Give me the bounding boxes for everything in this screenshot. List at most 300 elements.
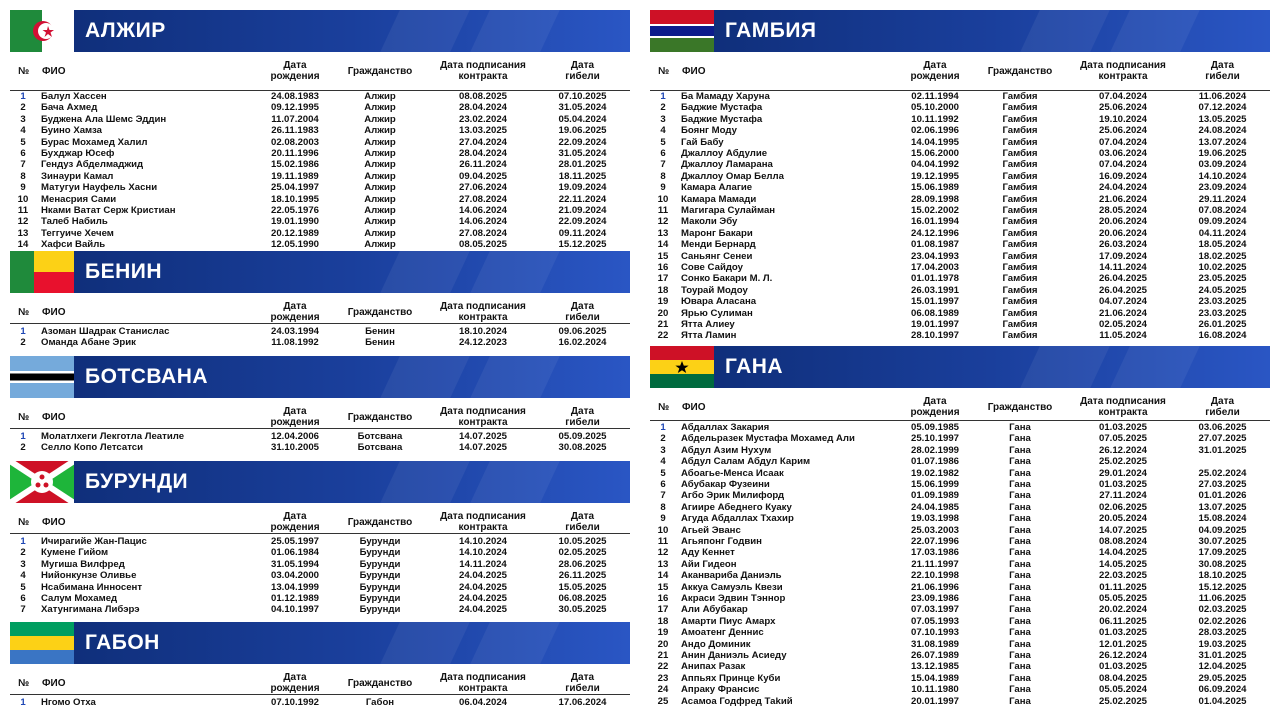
row-birth-date: 03.04.2000 [270,570,319,582]
row-name: Ювара Аласана [681,296,757,308]
table-row [650,125,1270,136]
row-contract-date: 02.06.2025 [1098,501,1147,513]
row-name: Боянг Моду [681,125,737,137]
row-death-date: 28.06.2025 [558,558,607,570]
table-row [650,684,1270,695]
row-birth-date: 19.11.1989 [271,170,319,182]
table-row [650,296,1270,307]
row-citizenship: Гамбия [1002,284,1038,296]
row-number: 5 [20,136,26,148]
row-number: 9 [660,182,666,194]
row-contract-date: 21.06.2024 [1098,193,1147,205]
row-name: Абоагье-Менса Исаак [681,467,784,479]
row-contract-date: 20.06.2024 [1098,227,1147,239]
header-birth-date: Дата рождения [270,301,320,323]
table-row [650,650,1270,661]
row-death-date: 19.03.2025 [1198,638,1247,650]
row-death-date: 22.09.2024 [558,216,607,228]
row-number: 7 [20,604,26,616]
row-number: 21 [657,319,669,330]
row-birth-date: 24.04.1985 [910,501,959,513]
row-contract-date: 26.04.2025 [1098,273,1147,285]
row-citizenship: Гана [1009,638,1031,650]
gabon-flag-icon [10,622,74,664]
row-contract-date: 05.05.2025 [1098,593,1147,604]
row-citizenship: Гана [1009,695,1031,707]
row-birth-date: 11.07.2004 [271,113,319,125]
header-contract-date: Дата подписания контракта [440,511,526,533]
row-death-date: 19.06.2025 [558,125,607,137]
row-citizenship: Алжир [364,136,396,148]
row-number: 24 [657,684,669,696]
row-contract-date: 29.01.2024 [1098,467,1147,479]
row-death-date: 02.03.2025 [1198,604,1247,616]
row-name: Ярью Сулиман [681,307,753,319]
table-row [10,171,630,182]
row-citizenship: Гамбия [1002,330,1038,342]
row-contract-date: 14.05.2025 [1098,558,1147,570]
table-row [650,182,1270,193]
row-birth-date: 19.03.1998 [910,513,959,525]
table-row [650,216,1270,227]
row-number: 22 [657,661,669,673]
row-name: Айи Гидеон [681,558,737,570]
row-birth-date: 25.04.1997 [270,182,319,194]
table-row [650,616,1270,627]
row-name: Анипах Разак [681,661,746,673]
row-death-date: 19.06.2025 [1198,148,1247,159]
row-death-date: 14.10.2024 [1198,170,1247,182]
header-death-date: Дата гибели [565,672,600,694]
row-death-date: 01.04.2025 [1198,695,1247,707]
header-divider [10,323,630,324]
row-citizenship: Гамбия [1002,136,1038,148]
row-contract-date: 21.06.2024 [1098,307,1147,319]
row-citizenship: Гана [1009,467,1031,479]
row-contract-date: 01.03.2025 [1098,479,1147,490]
row-birth-date: 16.01.1994 [910,216,959,228]
header-citizenship: Гражданство [347,66,413,77]
row-number: 10 [657,193,669,205]
row-number: 1 [20,536,26,547]
row-name: Молатлхеги Лекготла Леатиле [41,431,185,442]
table-row [650,639,1270,650]
row-birth-date: 10.11.1980 [911,684,959,696]
row-name: Абубакар Фузеини [681,479,770,490]
row-number: 17 [657,604,669,616]
table-row [650,251,1270,262]
row-birth-date: 26.07.1989 [910,650,959,661]
row-citizenship: Алжир [364,159,396,171]
row-contract-date: 14.07.2025 [458,431,507,442]
row-citizenship: Гана [1009,661,1031,673]
row-death-date: 30.05.2025 [558,604,607,616]
row-birth-date: 19.12.1995 [910,170,959,182]
row-number: 15 [657,250,669,262]
row-death-date: 21.09.2024 [558,205,607,216]
row-citizenship: Гамбия [1002,262,1038,273]
table-row [650,547,1270,558]
row-death-date: 06.09.2024 [1198,684,1247,696]
row-name: Баджие Мустафа [681,113,763,125]
row-contract-date: 27.06.2024 [458,182,507,194]
row-number: 4 [20,570,26,582]
row-citizenship: Бенин [365,326,395,337]
row-number: 8 [20,170,26,182]
row-contract-date: 23.02.2024 [458,113,507,125]
table-header [10,56,630,88]
row-death-date: 18.10.2025 [1198,570,1247,582]
row-number: 9 [20,182,26,194]
row-death-date: 18.11.2025 [558,170,607,182]
row-citizenship: Бурунди [359,604,401,616]
table-row [650,582,1270,593]
row-death-date: 01.01.2026 [1198,490,1247,502]
row-name: Саньянг Сенеи [681,250,753,262]
row-citizenship: Гамбия [1002,159,1038,171]
row-citizenship: Гамбия [1002,296,1038,308]
row-contract-date: 24.04.2025 [458,581,507,593]
row-citizenship: Бенин [365,337,395,349]
header-citizenship: Гражданство [347,307,413,318]
botswana-flag-icon [10,356,74,398]
row-birth-date: 12.04.2006 [270,431,319,442]
row-contract-date: 28.05.2024 [1098,205,1147,216]
row-death-date: 23.09.2024 [1198,182,1247,194]
row-death-date: 24.08.2024 [1198,125,1247,137]
row-name: Бача Ахмед [41,102,98,114]
row-contract-date: 26.11.2024 [459,159,507,171]
row-number: 25 [657,695,669,707]
row-name: Бурас Мохамед Халил [41,136,148,148]
row-name: Гендуз Абделмаджид [41,159,144,171]
row-citizenship: Алжир [364,182,396,194]
table-row [10,570,630,581]
row-contract-date: 24.04.2025 [458,604,507,616]
row-birth-date: 24.12.1996 [910,227,959,239]
row-name: Ичирагийе Жан-Пацис [41,536,147,547]
row-number: 19 [657,296,669,308]
row-name: Селло Копо Летсатси [41,442,143,454]
header-birth-date: Дата рождения [270,511,320,533]
row-birth-date: 21.06.1996 [910,581,959,593]
row-number: 18 [657,284,669,296]
row-birth-date: 15.06.1999 [910,479,959,490]
row-contract-date: 14.06.2024 [458,205,507,216]
table-row [650,148,1270,159]
ghana-flag-icon [650,346,714,388]
table-row [650,559,1270,570]
row-death-date: 05.09.2025 [558,431,607,442]
row-citizenship: Гамбия [1002,250,1038,262]
row-number: 14 [657,239,669,251]
table-row [650,330,1270,341]
row-death-date: 18.02.2025 [1198,250,1247,262]
row-name: Джаллоу Ламарана [681,159,773,171]
row-birth-date: 15.06.2000 [910,148,959,159]
row-number: 22 [657,330,669,342]
row-death-date: 30.07.2025 [1198,536,1247,547]
row-death-date: 03.09.2024 [1198,159,1247,171]
row-citizenship: Гана [1009,684,1031,696]
row-death-date: 30.08.2025 [558,442,607,454]
row-number: 1 [20,91,26,102]
row-number: 9 [660,513,666,525]
country-banner [10,356,630,398]
header-death-date: Дата гибели [1205,60,1240,82]
row-name: Агьей Эванс [681,524,741,536]
row-birth-date: 07.10.1992 [270,697,319,708]
row-citizenship: Гамбия [1002,113,1038,125]
header-name: ФИО [42,412,66,423]
row-citizenship: Гана [1009,524,1031,536]
row-name: Азоман Шадрак Станислас [41,326,170,337]
row-name: Ятта Ламин [681,330,737,342]
row-death-date: 06.08.2025 [558,593,607,604]
header-birth-date: Дата рождения [910,60,960,82]
country-title: БОТСВАНА [85,365,209,388]
row-name: Буино Хамза [41,125,103,137]
header-birth-date: Дата рождения [270,60,320,82]
row-number: 1 [660,91,666,102]
row-citizenship: Гана [1009,558,1031,570]
row-birth-date: 13.12.1985 [910,661,959,673]
header-number: № [18,517,30,528]
row-death-date: 22.09.2024 [558,136,607,148]
row-citizenship: Гамбия [1002,148,1038,159]
header-name: ФИО [682,402,706,413]
table-row [10,593,630,604]
row-contract-date: 07.04.2024 [1098,136,1147,148]
row-birth-date: 19.01.1990 [270,216,319,228]
row-number: 3 [660,444,666,456]
row-name: Анин Даниэль Асиеду [681,650,787,661]
header-contract-date: Дата подписания контракта [440,301,526,323]
row-birth-date: 01.08.1987 [910,239,959,251]
row-name: Абдул Азим Нухум [681,444,772,456]
row-name: Амоатенг Деннис [681,627,764,639]
table-row [10,337,630,348]
table-row [650,308,1270,319]
table-row [650,91,1270,102]
row-number: 12 [657,547,669,559]
row-contract-date: 14.10.2024 [458,536,507,547]
country-banner [10,622,630,664]
row-contract-date: 01.03.2025 [1098,422,1147,433]
row-birth-date: 07.05.1993 [910,615,959,627]
row-name: Хатунгимана Либэрэ [41,604,140,616]
row-birth-date: 07.10.1993 [910,627,959,639]
row-birth-date: 15.04.1989 [910,672,959,684]
row-birth-date: 04.10.1997 [270,604,319,616]
table-row [650,525,1270,536]
row-name: Агьяпонг Годвин [681,536,762,547]
row-number: 16 [657,262,669,273]
row-name: Камара Алагие [681,182,753,194]
row-contract-date: 24.04.2024 [1098,182,1147,194]
row-citizenship: Алжир [364,148,396,159]
country-banner [650,346,1270,388]
table-row [650,422,1270,433]
table-row [10,697,630,708]
row-name: Аппьях Принце Куби [681,672,781,684]
row-number: 8 [660,170,666,182]
table-row [10,582,630,593]
row-name: Нками Ватат Серж Кристиан [41,205,176,216]
row-death-date: 26.01.2025 [1198,319,1247,330]
row-number: 6 [20,593,26,604]
row-citizenship: Гана [1009,593,1031,604]
row-number: 5 [660,136,666,148]
table-row [10,205,630,216]
row-contract-date: 01.11.2025 [1099,581,1147,593]
row-number: 3 [660,113,666,125]
row-name: Балул Хассен [41,91,107,102]
row-citizenship: Алжир [364,102,396,114]
row-death-date: 24.05.2025 [1198,284,1247,296]
row-name: Мугиша Вилфред [41,558,125,570]
row-contract-date: 02.05.2024 [1098,319,1147,330]
row-birth-date: 11.08.1992 [271,337,319,349]
row-number: 1 [20,431,26,442]
header-contract-date: Дата подписания контракта [1080,396,1166,418]
row-birth-date: 21.11.1997 [911,558,959,570]
row-death-date: 30.08.2025 [1198,558,1247,570]
row-number: 11 [657,205,669,216]
row-name: Менасрия Сами [41,193,117,205]
row-citizenship: Гамбия [1002,170,1038,182]
table-row [650,137,1270,148]
table-header [10,402,630,434]
row-death-date: 13.05.2025 [1198,113,1247,125]
table-header [650,56,1270,88]
table-row [650,456,1270,467]
row-contract-date: 07.04.2024 [1098,91,1147,102]
row-death-date: 15.12.2025 [1198,581,1247,593]
table-row [650,159,1270,170]
row-death-date: 02.05.2025 [558,547,607,559]
row-name: Тоурай Модоу [681,284,748,296]
row-contract-date: 06.04.2024 [458,697,507,708]
row-death-date: 27.07.2025 [1198,433,1247,445]
table-row [10,326,630,337]
row-number: 15 [657,581,669,593]
row-birth-date: 26.03.1991 [910,284,959,296]
table-row [650,102,1270,113]
row-death-date: 15.12.2025 [558,239,607,251]
row-number: 1 [20,326,26,337]
row-contract-date: 14.06.2024 [458,216,507,228]
row-death-date: 12.04.2025 [1198,661,1247,673]
row-birth-date: 28.02.1999 [910,444,959,456]
header-death-date: Дата гибели [565,60,600,82]
row-contract-date: 20.05.2024 [1098,513,1147,525]
row-number: 20 [657,307,669,319]
header-number: № [18,412,30,423]
row-citizenship: Гана [1009,479,1031,490]
row-death-date: 03.06.2025 [1198,422,1247,433]
row-citizenship: Гана [1009,456,1031,468]
row-birth-date: 06.08.1989 [910,307,959,319]
row-birth-date: 01.06.1984 [270,547,319,559]
header-citizenship: Гражданство [987,402,1053,413]
row-name: Теггуиче Хечем [41,227,114,239]
row-name: Апраку Франсис [681,684,760,696]
row-citizenship: Гамбия [1002,319,1038,330]
row-number: 12 [657,216,669,228]
row-citizenship: Алжир [364,193,396,205]
header-contract-date: Дата подписания контракта [440,406,526,428]
row-citizenship: Гана [1009,650,1031,661]
row-citizenship: Гана [1009,536,1031,547]
row-name: Камара Мамади [681,193,757,205]
table-row [10,216,630,227]
table-row [10,228,630,239]
row-name: Салум Мохамед [41,593,118,604]
row-death-date: 09.11.2024 [558,227,607,239]
row-name: Буджена Ала Шемс Эддин [41,113,167,125]
row-citizenship: Габон [365,697,395,708]
table-row [650,696,1270,707]
row-citizenship: Бурунди [359,558,401,570]
row-name: Абдельразек Мустафа Мохамед Али [681,433,855,445]
header-divider [10,533,630,534]
row-name: Хафси Вайль [41,239,106,251]
row-number: 18 [657,615,669,627]
row-name: Асамоа Годфред Таkий [681,695,793,707]
row-death-date: 10.02.2025 [1198,262,1247,273]
row-contract-date: 18.10.2024 [458,326,507,337]
row-citizenship: Гана [1009,433,1031,445]
row-citizenship: Бурунди [359,581,401,593]
row-birth-date: 28.09.1998 [910,193,959,205]
row-citizenship: Гамбия [1002,102,1038,114]
header-citizenship: Гражданство [347,517,413,528]
row-death-date: 05.04.2024 [558,113,607,125]
row-contract-date: 27.08.2024 [458,227,507,239]
row-birth-date: 02.11.1994 [911,91,959,102]
header-contract-date: Дата подписания контракта [440,672,526,694]
row-citizenship: Гамбия [1002,193,1038,205]
row-number: 2 [20,442,26,454]
row-number: 2 [20,547,26,559]
row-contract-date: 14.07.2025 [458,442,507,454]
row-birth-date: 15.06.1989 [910,182,959,194]
row-number: 7 [660,159,666,171]
row-number: 8 [660,501,666,513]
row-name: Агбо Эрик Милифорд [681,490,785,502]
row-contract-date: 26.12.2024 [1098,444,1147,456]
row-birth-date: 15.02.2002 [910,205,959,216]
row-death-date: 17.06.2024 [558,697,607,708]
row-number: 1 [20,697,26,708]
header-contract-date: Дата подписания контракта [440,60,526,82]
row-number: 16 [657,593,669,604]
row-number: 10 [17,193,29,205]
row-birth-date: 19.01.1997 [910,319,959,330]
row-contract-date: 14.11.2024 [459,558,507,570]
row-number: 5 [20,581,26,593]
header-birth-date: Дата рождения [910,396,960,418]
row-birth-date: 31.05.1994 [270,558,319,570]
row-birth-date: 09.12.1995 [270,102,319,114]
row-number: 21 [657,650,669,661]
table-row [10,137,630,148]
table-row [650,536,1270,547]
row-citizenship: Гана [1009,444,1031,456]
header-name: ФИО [682,66,706,77]
row-name: Ба Мамаду Харуна [681,91,770,102]
